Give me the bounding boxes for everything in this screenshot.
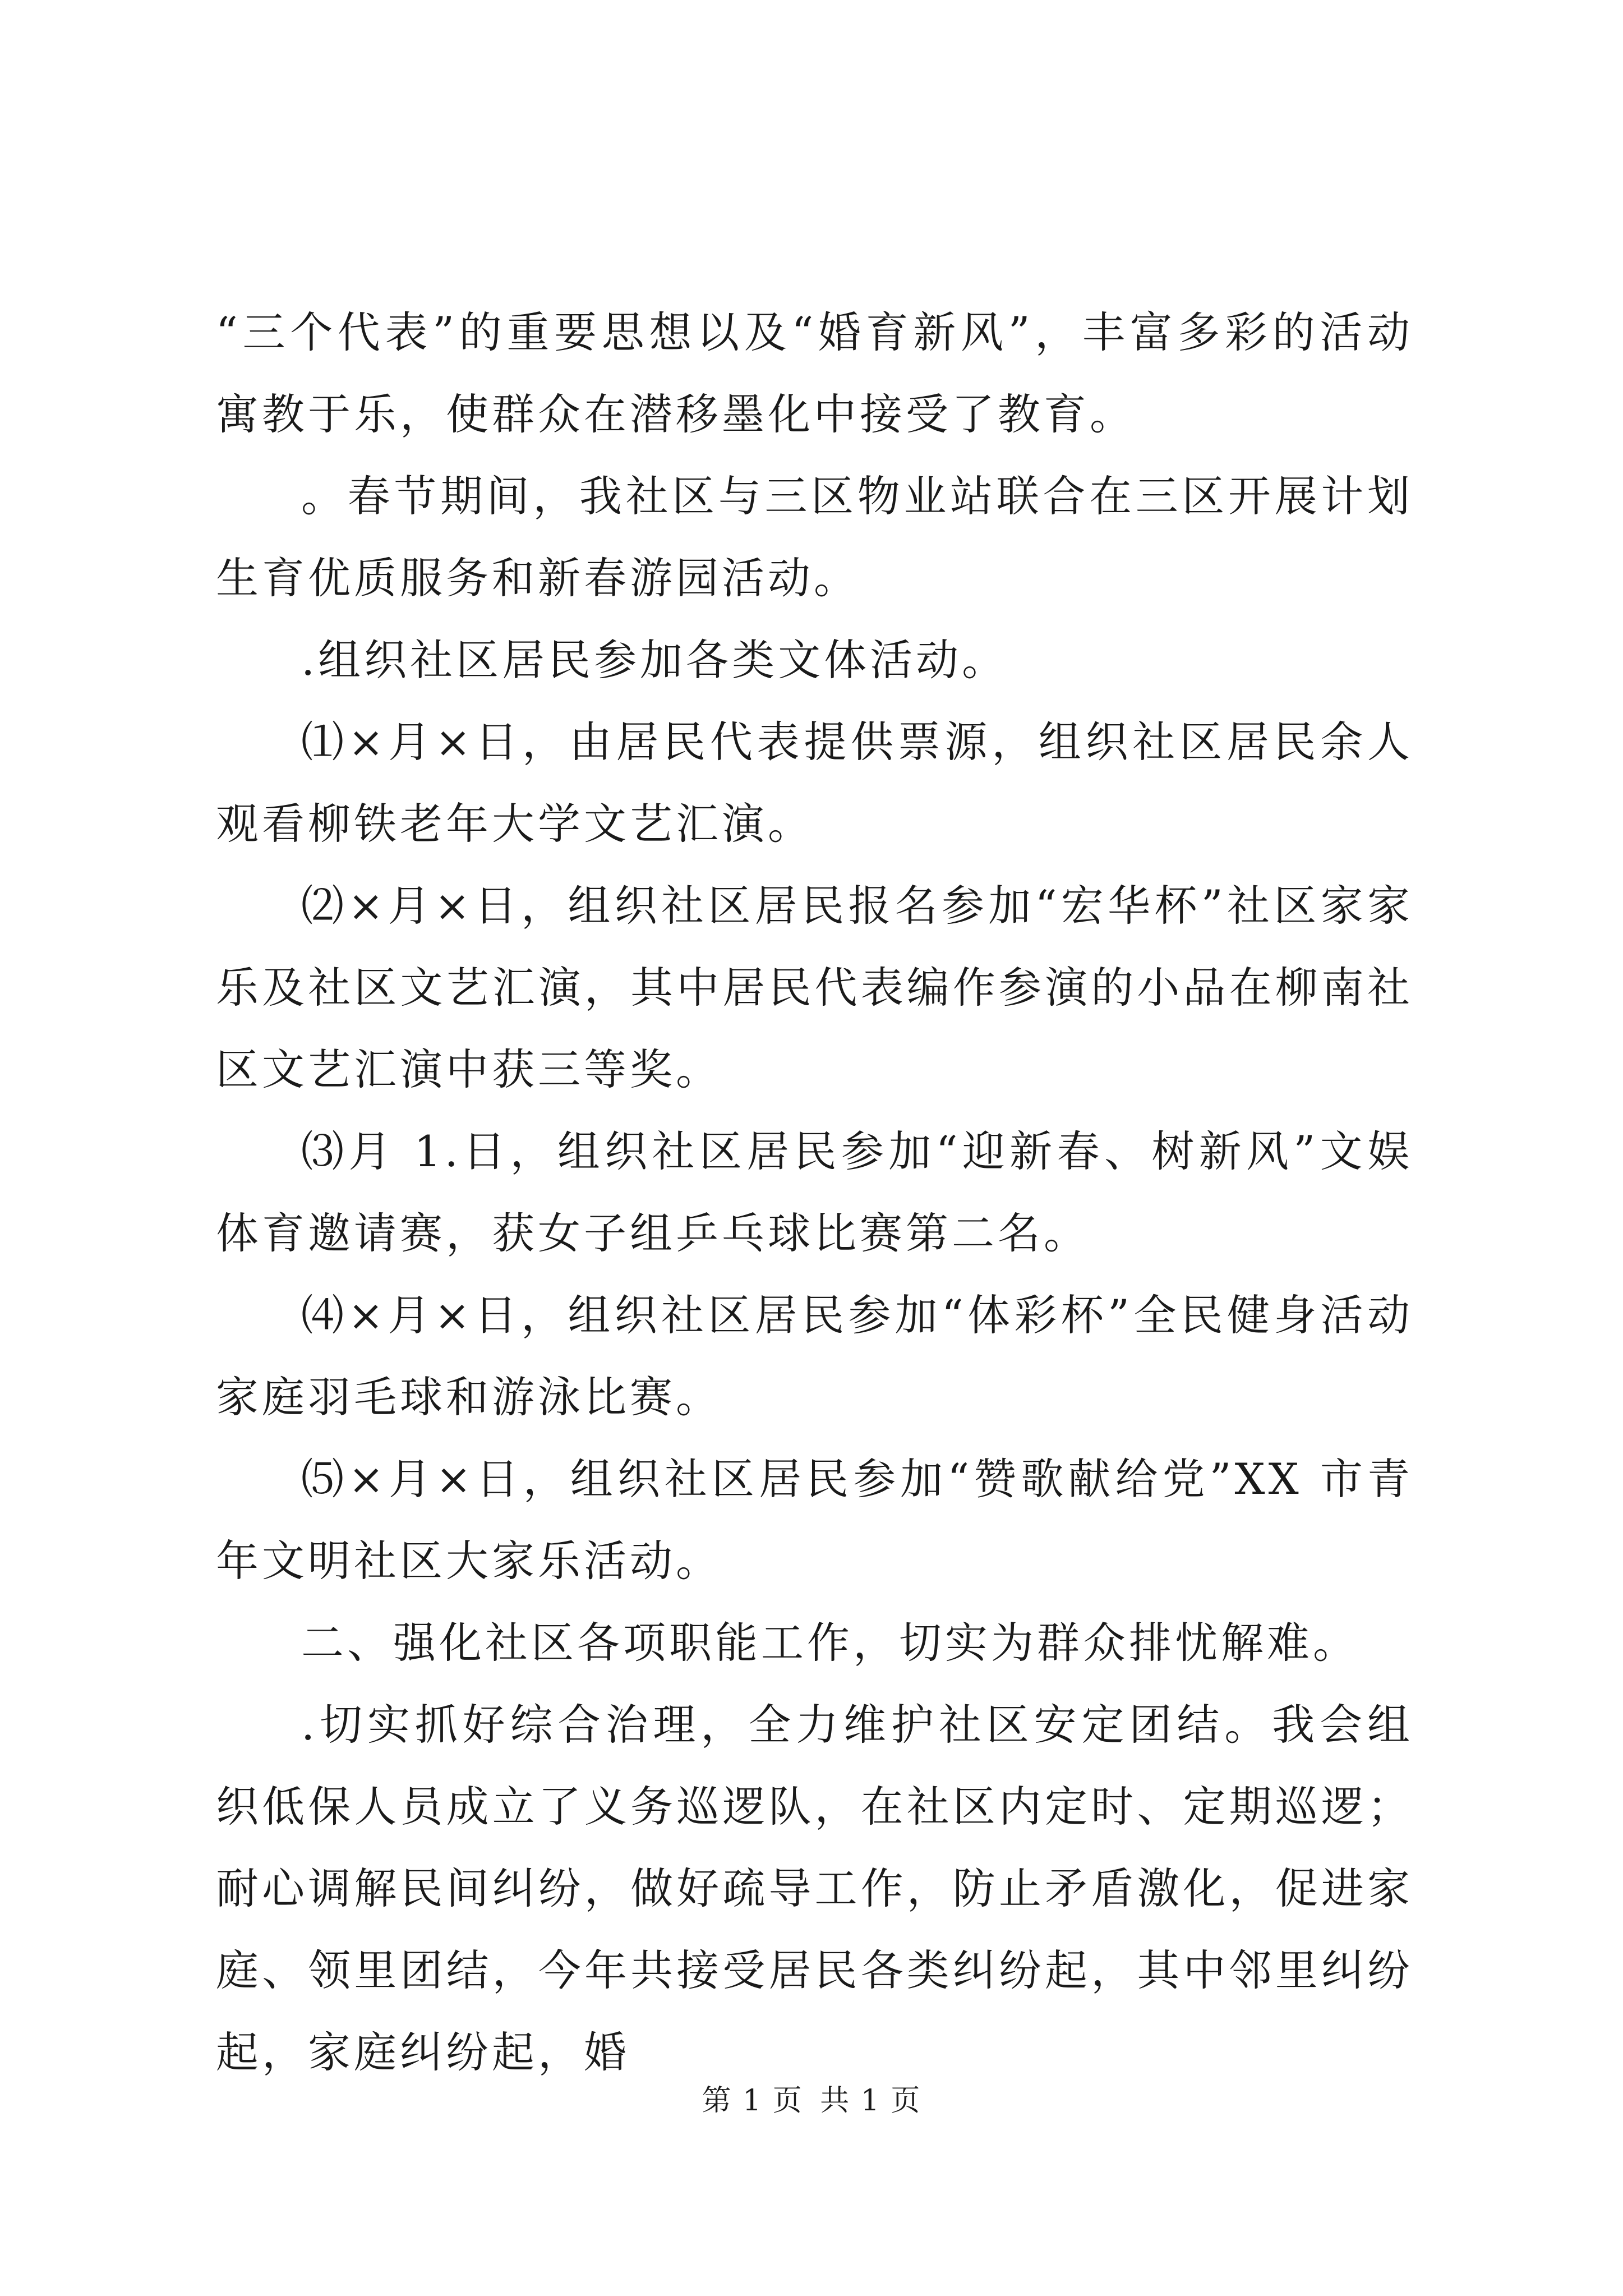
- paragraph-activities-heading: .组织社区居民参加各类文体活动。: [301, 635, 1008, 685]
- paragraph-spring-festival: 。春节期间，我社区与三区物业站联合在三区开展计划生育优质服务和新春游园活动。: [216, 471, 1413, 603]
- page-footer: [0, 2078, 1623, 2123]
- section-heading-2: 二、强化社区各项职能工作，切实为群众排忧解难。: [301, 1618, 1359, 1668]
- page-total: 共 1 页: [820, 2084, 921, 2118]
- list-item-3: ⑶月 1.日，组织社区居民参加“迎新春、树新风”文娱体育邀请赛，获女子组乒乓球比赛第二名。: [216, 1126, 1413, 1258]
- paragraph-governance: .切实抓好综合治理，全力维护社区安定团结。我会组织低保人员成立了义务巡逻队，在社区内定时、定期巡逻；耐心调解民间纠纷，做好疏导工作，防止矛盾激化，促进家庭、领里团结，今年共接受居民各类纠纷起，其中邻里纠纷起，家庭纠纷起，婚: [216, 1700, 1413, 2077]
- list-item-1: ⑴×月×日，由居民代表提供票源，组织社区居民余人观看柳铁老年大学文艺汇演。: [216, 717, 1413, 849]
- list-item-2: ⑵×月×日，组织社区居民报名参加“宏华杯”社区家家乐及社区文艺汇演，其中居民代表编作参演的小品在柳南社区文艺汇演中获三等奖。: [216, 881, 1413, 1094]
- list-item-4: ⑷×月×日，组织社区居民参加“体彩杯”全民健身活动家庭羽毛球和游泳比赛。: [216, 1290, 1413, 1422]
- page-number: 第 1 页: [702, 2084, 803, 2118]
- paragraph-continuation: “三个代表”的重要思想以及“婚育新风”，丰富多彩的活动寓教于乐，使群众在潜移墨化中接受了教育。: [216, 307, 1413, 439]
- list-item-5: ⑸×月×日，组织社区居民参加“赞歌献给党”XX 市青年文明社区大家乐活动。: [216, 1454, 1413, 1586]
- document-body: [216, 292, 1413, 2093]
